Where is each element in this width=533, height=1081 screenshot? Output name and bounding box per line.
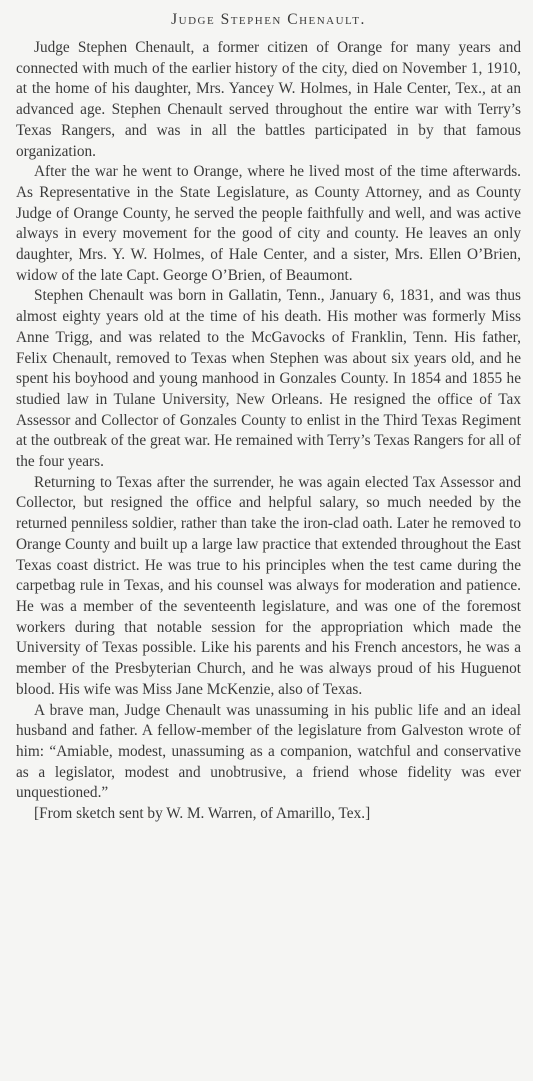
source-note: [From sketch sent by W. M. Warren, of Amarillo, Tex.] xyxy=(34,805,371,823)
article-title: Judge Stephen Chenault. xyxy=(171,11,366,28)
document-page xyxy=(16,8,521,825)
paragraph-after-war: After the war he went to Orange, where he lived most of the time afterwards. As Representative in the State Legislature, as County Attorney, and as County Judge of Orange County, he served the people faithfully and well, and was active always in every movement for the good of city and county. He leaves an only daughter, Mrs. Y. W. Holmes, of Hale Center, and a sister, Mrs. Ellen O’Brien, widow of the late Capt. George O’Brien, of Beaumont. xyxy=(16,163,521,284)
paragraph-obituary: Judge Stephen Chenault, a former citizen of Orange for many years and connected with much of the earlier history of the city, died on November 1, 1910, at the home of his daughter, Mrs. Yancey W. Holmes, in Hale Center, Tex., at an advanced age. Stephen Chenault served throughout the entire war with Terry’s Texas Rangers, and was in all the battles participated in by that famous organization. xyxy=(16,39,521,160)
paragraph-tribute: A brave man, Judge Chenault was unassuming in his public life and an ideal husband and father. A fellow-member of the legislature from Galveston wrote of him: “Amiable, modest, unassuming as a companion, watchful and conservative as a legislator, modest and unobtrusive, a friend whose fidelity was ever unquestioned.” xyxy=(16,701,521,802)
paragraph-early-life: Stephen Chenault was born in Gallatin, Tenn., January 6, 1831, and was thus almost eighty years old at the time of his death. His mother was formerly Miss Anne Trigg, and was related to the McGavocks of Franklin, Tenn. His father, Felix Chenault, removed to Texas when Stephen was about six years old, and he spent his boyhood and young manhood in Gonzales County. In 1854 and 1855 he studied law in Tulane University, New Orleans. He resigned the office of Tax Assessor and Collector of Gonzales County to enlist in the Third Texas Regiment at the outbreak of the great war. He remained with Terry’s Texas Rangers for all of the four years. xyxy=(16,287,521,471)
paragraph-later-career: Returning to Texas after the surrender, he was again elected Tax Assessor and Collector, but resigned the office and helpful salary, so much needed by the returned penniless soldier, rather than take the iron-clad oath. Later he removed to Orange County and built up a large law practice that extended throughout the East Texas coast district. He was true to his principles when the test came during the carpetbag rule in Texas, and his counsel was always for moderation and patience. He was a member of the seventeenth legislature, and was one of the foremost workers during that notable session for the appropriation which made the University of Texas possible. Like his parents and his French ancestors, he was a member of the Presbyterian Church, and he was always proud of his Huguenot blood. His wife was Miss Jane McKenzie, also of Texas. xyxy=(16,473,521,698)
